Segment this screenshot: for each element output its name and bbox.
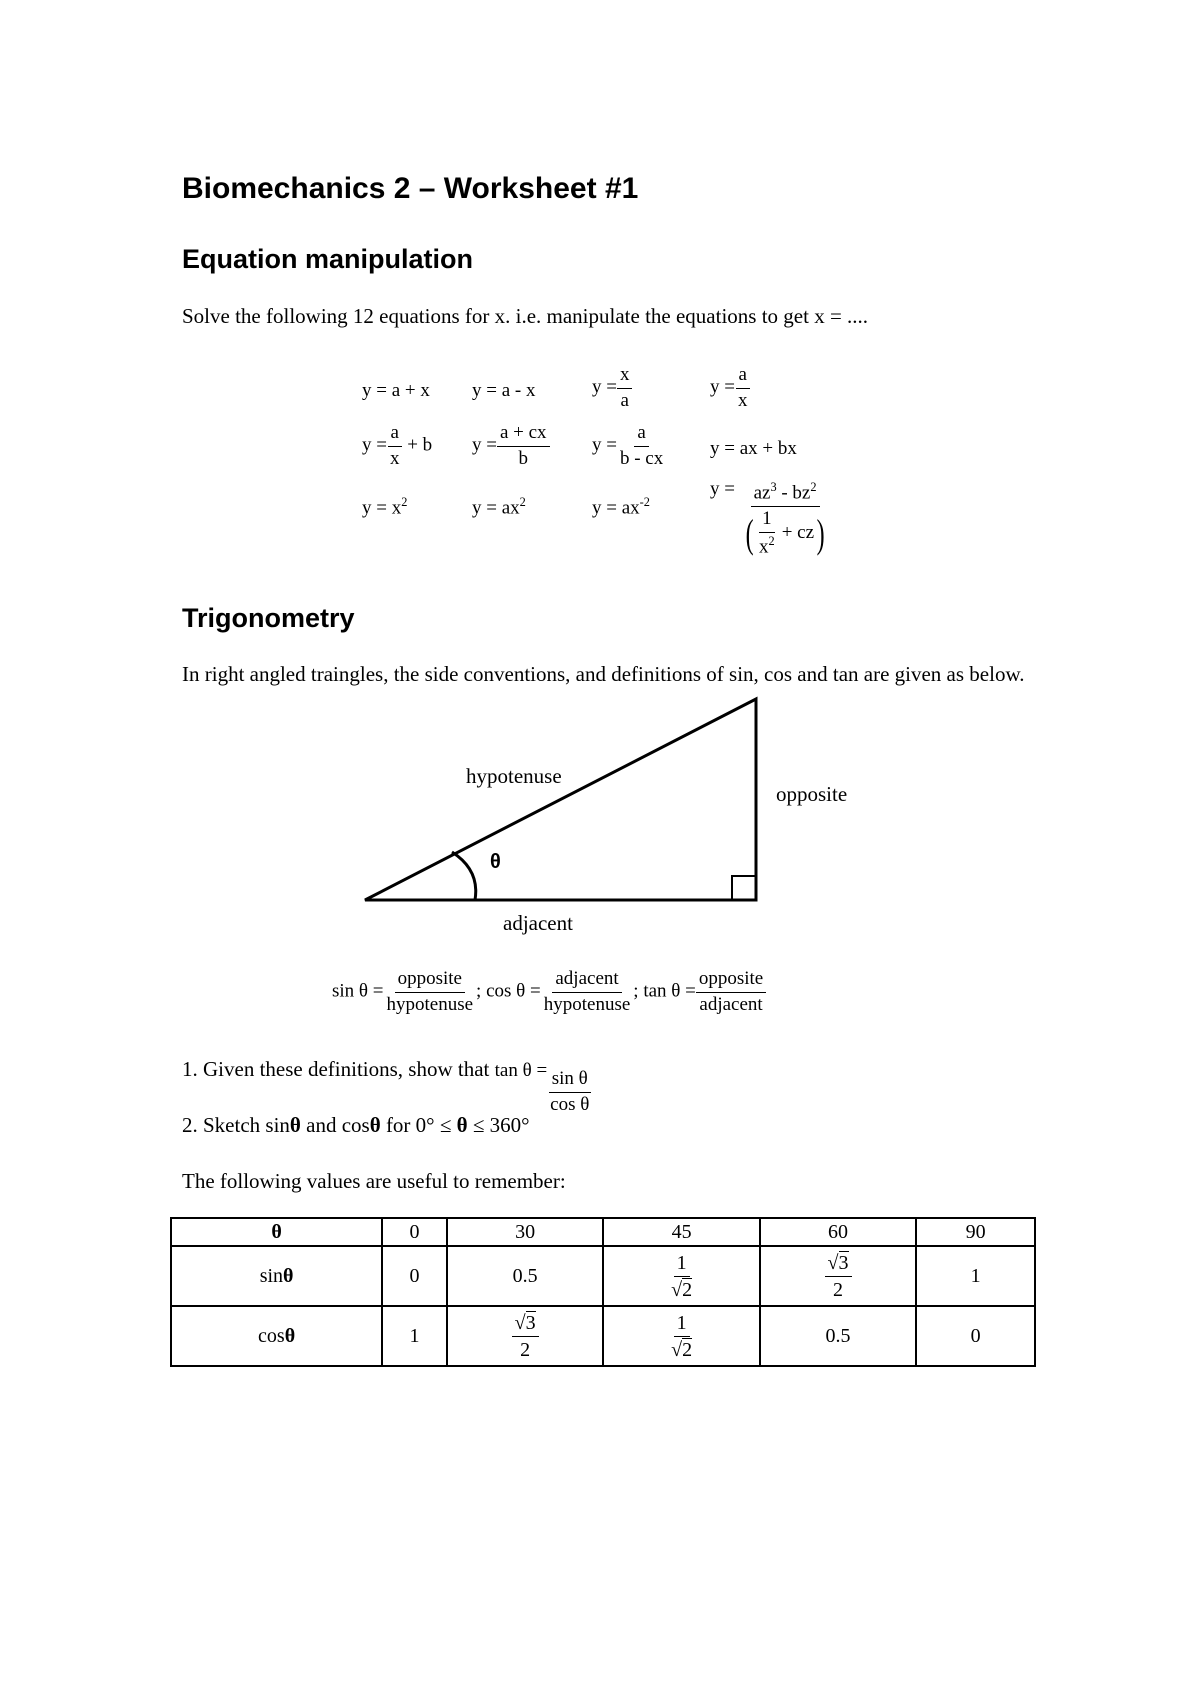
opposite-label: opposite (776, 782, 848, 806)
table-header-cell: 90 (916, 1218, 1035, 1246)
angle-arc (452, 852, 476, 900)
triangle-outline (365, 699, 756, 900)
trig-definitions: sin θ = $\frac{\text{opposite}}{\text{hypotenuse}}$ ; cos θ = $\frac{\text{adjacent}}{\text{hypotenuse}}$ ; tan θ = $\frac{\text{opposite}}{\text{adjacent}}$ (332, 968, 766, 1017)
table-header-cell: 30 (447, 1218, 603, 1246)
table-cell: 1 (916, 1246, 1035, 1306)
equation-5: y = $\frac{a}{x}$ + b (362, 422, 433, 469)
table-cell: $\frac{1}{√2}$ (603, 1306, 759, 1366)
section-heading-equations: Equation manipulation (182, 244, 473, 274)
table-header-row (171, 1218, 1035, 1246)
table-header-cell: 60 (760, 1218, 916, 1246)
trig-intro: In right angled traingles, the side conventions, and definitions of sin, cos and tan are given as below. (182, 662, 1025, 686)
equation-3: y = $\frac{x}{a}$ (592, 364, 632, 413)
page-title: Biomechanics 2 – Worksheet #1 (182, 172, 639, 205)
question-2: 2. Sketch sinθ and cosθ for 0° ≤ θ ≤ 360° (182, 1113, 530, 1137)
equation-1: y = a + x (362, 380, 430, 401)
table-header-cell: 0 (382, 1218, 447, 1246)
equations-instruction: Solve the following 12 equations for x. i.e. manipulate the equations to get x = .... (182, 304, 869, 328)
adjacent-label: adjacent (503, 911, 573, 935)
table-cell: $\frac{1}{√2}$ (603, 1246, 759, 1306)
right-angle-marker (732, 876, 756, 900)
equation-12: y = $az^3 - bz^2$ ( $\frac{1}{x^2}$ + cz ) (710, 478, 825, 558)
table-intro: The following values are useful to remember: (182, 1169, 566, 1193)
table-row-cos (171, 1306, 1035, 1366)
section-heading-trigonometry: Trigonometry (182, 603, 355, 633)
table-header-cell: θ (171, 1218, 382, 1246)
equation-4: y = $\frac{a}{x}$ (710, 364, 750, 413)
table-cell: $\frac{√3}{2}$ (760, 1246, 916, 1306)
table-cell: 1 (382, 1306, 447, 1366)
equation-8: y = ax + bx (710, 438, 797, 459)
table-cell: 0 (916, 1306, 1035, 1366)
row-label-cos: cosθ (171, 1306, 382, 1366)
row-label-sin: sinθ (171, 1246, 382, 1306)
table-cell: 0.5 (447, 1246, 603, 1306)
equation-6: y = $\frac{a + cx}{b}$ (472, 422, 550, 471)
hypotenuse-label: hypotenuse (466, 764, 562, 788)
equation-11: $y = ax^{-2}$ (592, 495, 650, 519)
question-1: 1. Given these definitions, show that tan θ = $\frac{\text{sin θ}}{\text{cos θ}}$ (182, 1057, 590, 1115)
table-row-sin (171, 1246, 1035, 1306)
equation-7: y = $\frac{a}{b - cx}$ (592, 422, 664, 469)
equation-10: $y = ax^2$ (472, 495, 526, 519)
table-cell: 0.5 (760, 1306, 916, 1366)
theta-label: θ (490, 851, 501, 873)
table-cell: 0 (382, 1246, 447, 1306)
trig-values-table (170, 1217, 1036, 1367)
equation-2: y = a - x (472, 380, 536, 401)
equation-9: $y = x^2$ (362, 495, 408, 519)
table-header-cell: 45 (603, 1218, 759, 1246)
table-cell: $\frac{√3}{2}$ (447, 1306, 603, 1366)
